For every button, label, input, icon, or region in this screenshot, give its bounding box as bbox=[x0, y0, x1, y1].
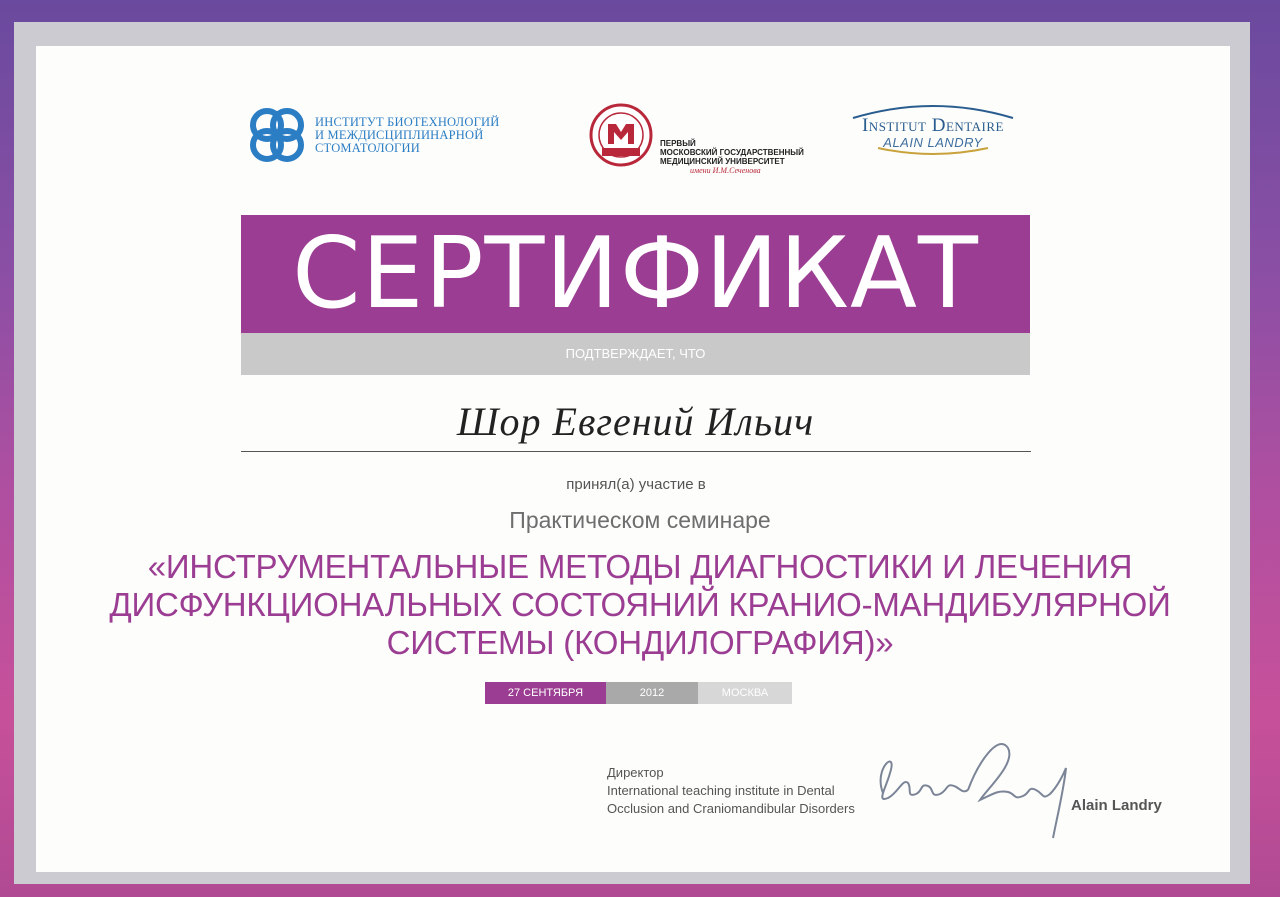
logo-mid-line: ПЕРВЫЙ bbox=[660, 139, 696, 148]
logo-left-line: ИНСТИТУТ БИОТЕХНОЛОГИЙ bbox=[315, 115, 500, 129]
recipient-name: Шор Евгений Ильич bbox=[456, 399, 815, 444]
name-underline bbox=[241, 451, 1031, 452]
seminar-type: Практическом семинаре bbox=[509, 507, 771, 533]
participated-text: принял(а) участие в bbox=[566, 476, 706, 493]
logo-bottom-arc-icon bbox=[873, 146, 993, 158]
logo-mid-line: МОСКОВСКИЙ ГОСУДАРСТВЕННЫЙ bbox=[660, 148, 804, 157]
seminar-city: МОСКВА bbox=[698, 682, 792, 704]
seminar-year: 2012 bbox=[606, 682, 698, 704]
certificate-title: СЕРТИФИКАТ bbox=[241, 215, 1030, 333]
seminar-title-line: ДИСФУНКЦИОНАЛЬНЫХ СОСТОЯНИЙ КРАНИО-МАНДИБУЛЯРНОЙ bbox=[109, 586, 1171, 623]
university-seal-icon bbox=[588, 102, 654, 168]
logo-left-line: И МЕЖДИСЦИПЛИНАРНОЙ bbox=[315, 128, 484, 142]
seminar-title bbox=[60, 548, 1220, 662]
institute-biotech-logo bbox=[245, 103, 545, 167]
handwritten-signature bbox=[868, 728, 1098, 858]
seminar-title-line: «ИНСТРУМЕНТАЛЬНЫЕ МЕТОДЫ ДИАГНОСТИКИ И ЛЕЧЕНИЯ bbox=[147, 548, 1133, 585]
sechenov-university-logo bbox=[588, 102, 804, 175]
seminar-title-line: СИСТЕМЫ (КОНДИЛОГРАФИЯ)» bbox=[386, 624, 894, 661]
director-line: Директор bbox=[607, 765, 664, 780]
logo-right-subtitle: ALAIN LANDRY bbox=[883, 135, 983, 150]
director-line: International teaching institute in Dental bbox=[607, 783, 835, 798]
logo-left-line: СТОМАТОЛОГИИ bbox=[315, 141, 420, 155]
rings-icon bbox=[245, 103, 309, 167]
certificate-subtitle: ПОДТВЕРЖДАЕТ, ЧТО bbox=[241, 333, 1030, 375]
signatory-name: Alain Landry bbox=[1071, 797, 1162, 814]
logo-mid-subtitle: имени И.М.Сеченова bbox=[690, 166, 761, 175]
director-info bbox=[607, 764, 907, 818]
logo-right-title: Institut Dentaire bbox=[861, 115, 1004, 136]
institut-dentaire-logo bbox=[828, 100, 1038, 160]
seminar-date: 27 СЕНТЯБРЯ bbox=[485, 682, 606, 704]
logo-mid-line: МЕДИЦИНСКИЙ УНИВЕРСИТЕТ bbox=[660, 157, 785, 166]
director-line: Occlusion and Craniomandibular Disorders bbox=[607, 801, 855, 816]
